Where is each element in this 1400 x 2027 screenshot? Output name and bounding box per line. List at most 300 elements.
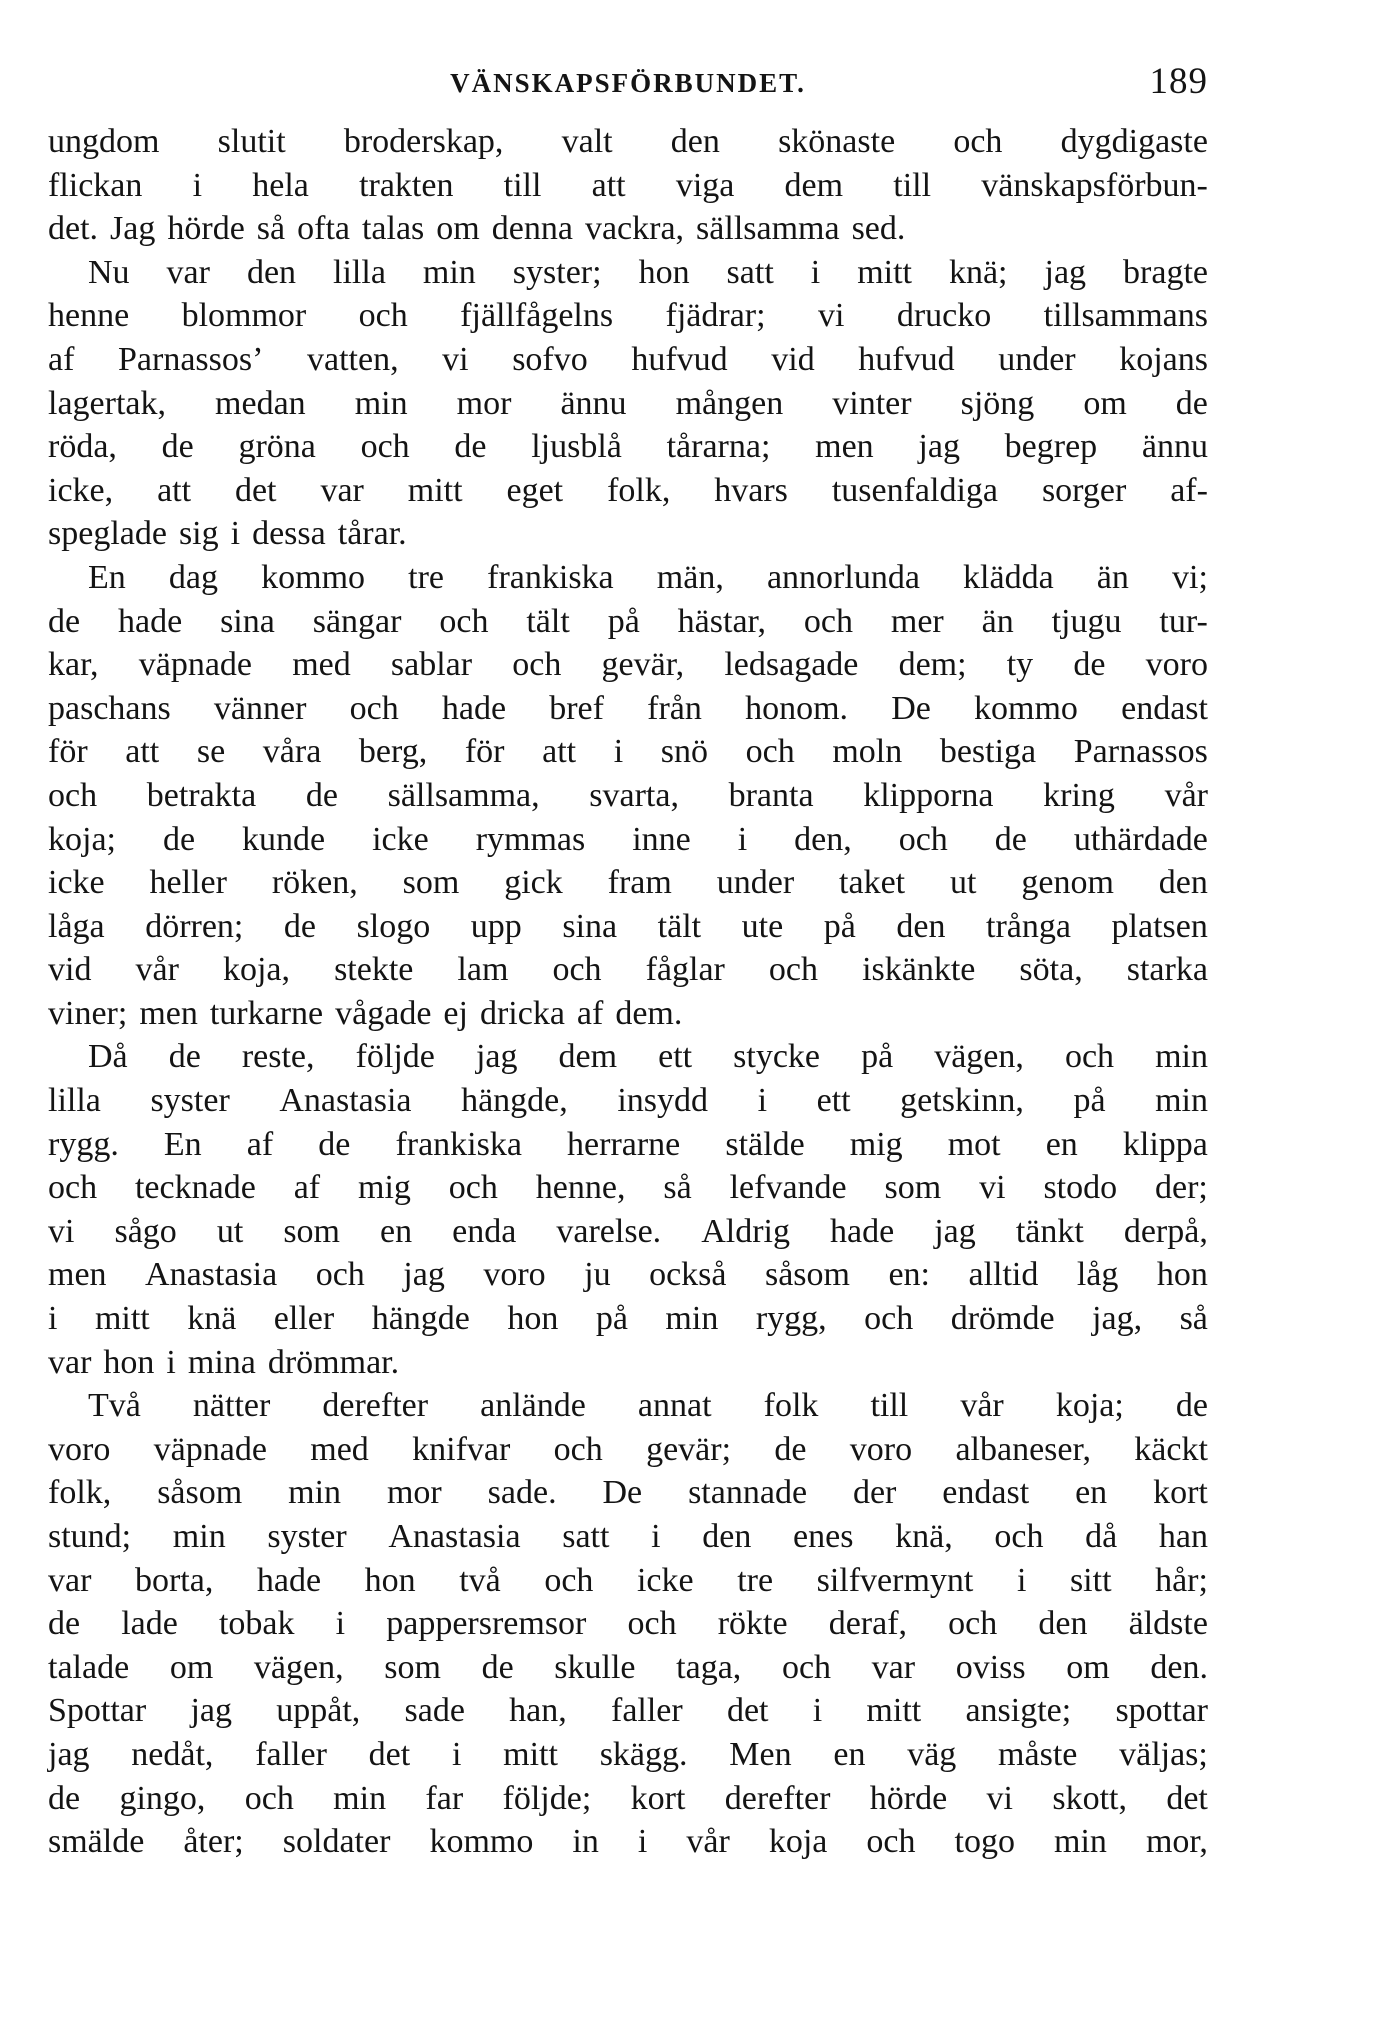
word: två bbox=[459, 1561, 501, 1599]
word: En bbox=[163, 1125, 202, 1163]
text-line bbox=[48, 905, 1208, 949]
word: för bbox=[48, 733, 88, 771]
word: på bbox=[607, 602, 640, 640]
word: Parnassos bbox=[1073, 733, 1208, 771]
word: kojans bbox=[1119, 340, 1208, 378]
word: ungdom bbox=[48, 123, 160, 160]
word: och bbox=[244, 1779, 294, 1817]
word: sed. bbox=[851, 210, 906, 248]
text-line bbox=[48, 512, 1208, 556]
word: ej bbox=[443, 994, 468, 1032]
word: syster; bbox=[512, 253, 602, 291]
word: far bbox=[425, 1779, 464, 1817]
word: mitt bbox=[503, 1735, 558, 1773]
word: slutit bbox=[217, 123, 286, 160]
text-line bbox=[48, 1602, 1208, 1646]
word: moln bbox=[832, 733, 903, 771]
word: gröna bbox=[238, 428, 316, 466]
word: min bbox=[422, 253, 476, 291]
word: den bbox=[1038, 1605, 1088, 1643]
text-line bbox=[48, 382, 1208, 426]
word: sablar bbox=[390, 646, 473, 684]
word: kunde bbox=[242, 820, 326, 858]
word: skulle bbox=[554, 1648, 636, 1686]
word: togo bbox=[954, 1823, 1015, 1861]
word: skönaste bbox=[778, 123, 896, 160]
text-line bbox=[48, 948, 1208, 992]
running-head bbox=[48, 60, 1208, 114]
word: vägen, bbox=[253, 1648, 344, 1686]
word: annorlunda bbox=[766, 558, 920, 596]
word: jag bbox=[190, 1692, 232, 1730]
word: gingo, bbox=[119, 1779, 206, 1817]
word: skott, bbox=[1052, 1779, 1127, 1817]
text-line bbox=[48, 1341, 1208, 1385]
word: sade bbox=[404, 1692, 465, 1730]
word: min bbox=[172, 1518, 226, 1555]
word: stälde bbox=[725, 1125, 805, 1163]
word: uppåt, bbox=[276, 1692, 361, 1730]
word: vägen, bbox=[934, 1038, 1024, 1076]
word: ty bbox=[1006, 646, 1034, 684]
word: trakten bbox=[359, 166, 454, 204]
word: i bbox=[812, 1692, 823, 1730]
word: silfvermynt bbox=[816, 1561, 974, 1599]
word: broderskap, bbox=[343, 123, 504, 160]
word: såsom bbox=[764, 1256, 850, 1294]
word: henne bbox=[48, 297, 130, 335]
word: oviss bbox=[955, 1648, 1026, 1686]
word: som bbox=[884, 1169, 942, 1207]
word: uthärdade bbox=[1073, 820, 1208, 858]
word: de bbox=[48, 1605, 81, 1643]
word: Anastasia bbox=[388, 1518, 521, 1555]
word: jag bbox=[403, 1256, 445, 1294]
word: vinter bbox=[832, 384, 912, 422]
word: i bbox=[335, 1605, 346, 1643]
text-line bbox=[48, 1428, 1208, 1472]
word: tur- bbox=[1159, 602, 1208, 640]
word: min bbox=[288, 1474, 342, 1512]
word: eget bbox=[506, 471, 564, 509]
word: viga bbox=[675, 166, 735, 204]
word: nedåt, bbox=[131, 1735, 214, 1773]
word: ansigte; bbox=[965, 1692, 1072, 1730]
word: de bbox=[454, 428, 487, 466]
word: men bbox=[815, 428, 874, 466]
word: en bbox=[833, 1735, 866, 1773]
word: lilla bbox=[333, 253, 386, 291]
word: gick bbox=[504, 864, 563, 902]
word: i bbox=[651, 1518, 661, 1555]
word: vi bbox=[817, 297, 845, 335]
word: att bbox=[542, 733, 577, 771]
word: tillsammans bbox=[1043, 297, 1208, 335]
word: på bbox=[1073, 1082, 1106, 1120]
word: faller bbox=[611, 1692, 683, 1730]
text-line bbox=[48, 164, 1208, 208]
word: då bbox=[1085, 1518, 1118, 1555]
word: vår bbox=[1164, 776, 1208, 814]
word: stodo bbox=[1043, 1169, 1118, 1207]
word: de bbox=[283, 907, 317, 945]
word: med bbox=[310, 1430, 369, 1468]
text-line bbox=[48, 1253, 1208, 1297]
text-line bbox=[48, 600, 1208, 644]
word: till bbox=[870, 1387, 909, 1425]
word: på bbox=[861, 1038, 894, 1076]
word: snö bbox=[660, 733, 708, 771]
word: till bbox=[893, 166, 932, 204]
word: spottar bbox=[1115, 1692, 1208, 1730]
word: ett bbox=[816, 1082, 851, 1120]
word: mot bbox=[947, 1125, 1001, 1163]
word: ute bbox=[741, 907, 784, 945]
word: under bbox=[998, 340, 1076, 378]
word: i bbox=[192, 166, 203, 204]
word: hufvud bbox=[858, 340, 955, 378]
word: af bbox=[246, 1125, 274, 1163]
word: att bbox=[157, 471, 192, 509]
word: faller bbox=[255, 1735, 327, 1773]
word: röda, bbox=[48, 428, 117, 466]
text-line bbox=[48, 1384, 1208, 1428]
text-line bbox=[48, 1297, 1208, 1341]
word: kommo bbox=[429, 1823, 534, 1861]
word: stund; bbox=[48, 1518, 132, 1555]
word: och bbox=[360, 428, 410, 466]
word: åter; bbox=[183, 1823, 244, 1861]
word: lade bbox=[121, 1605, 178, 1643]
book-page bbox=[48, 60, 1208, 1864]
word: mer bbox=[890, 602, 944, 640]
text-line bbox=[48, 251, 1208, 295]
word: vår bbox=[686, 1823, 730, 1861]
text-line bbox=[48, 294, 1208, 338]
word: syster bbox=[267, 1518, 347, 1555]
word: icke bbox=[48, 864, 105, 902]
word: sågo bbox=[114, 1212, 177, 1250]
word: vi; bbox=[1172, 558, 1208, 596]
word: i bbox=[1016, 1561, 1027, 1599]
word: och bbox=[315, 1256, 365, 1294]
word: min bbox=[354, 384, 408, 422]
word: och bbox=[1064, 1038, 1115, 1076]
word: taga, bbox=[676, 1648, 742, 1686]
word: lilla bbox=[48, 1082, 101, 1120]
word: skägg. bbox=[599, 1735, 688, 1773]
word: mor bbox=[386, 1474, 442, 1512]
word: branta bbox=[728, 776, 814, 814]
text-line bbox=[48, 643, 1208, 687]
word: de bbox=[161, 428, 194, 466]
word: tre bbox=[408, 558, 445, 596]
word: kommo bbox=[974, 689, 1078, 727]
word: De bbox=[602, 1474, 643, 1512]
word: jag, bbox=[1092, 1300, 1143, 1338]
word: vackra, bbox=[584, 210, 685, 248]
word: stekte bbox=[334, 951, 414, 989]
word: och bbox=[898, 820, 948, 858]
word: hon bbox=[638, 253, 690, 291]
word: lagertak, bbox=[48, 384, 166, 422]
word: och bbox=[864, 1300, 914, 1338]
word: Anastasia bbox=[279, 1082, 412, 1120]
word: det bbox=[234, 471, 277, 509]
text-line bbox=[48, 687, 1208, 731]
word: hängde bbox=[371, 1300, 470, 1338]
word: en bbox=[1075, 1474, 1108, 1512]
word: af- bbox=[1170, 471, 1208, 509]
word: koja bbox=[768, 1823, 828, 1861]
word: inne bbox=[632, 820, 691, 858]
word: och bbox=[803, 602, 853, 640]
word: för bbox=[464, 733, 505, 771]
word: och bbox=[745, 733, 795, 771]
word: i bbox=[637, 1823, 648, 1861]
word: trånga bbox=[986, 907, 1071, 945]
word: min bbox=[1054, 1823, 1107, 1861]
text-line bbox=[48, 1210, 1208, 1254]
word: gevär; bbox=[646, 1430, 732, 1468]
word: voro bbox=[1145, 646, 1208, 684]
word: de bbox=[48, 602, 81, 640]
word: vi bbox=[979, 1169, 1006, 1207]
word: om bbox=[1066, 1648, 1110, 1686]
word: om bbox=[436, 210, 480, 248]
word: de bbox=[774, 1430, 807, 1468]
word: in bbox=[572, 1823, 599, 1861]
word: de bbox=[48, 1779, 81, 1817]
word: blommor bbox=[181, 297, 307, 335]
word: i bbox=[230, 515, 241, 553]
word: och bbox=[994, 1518, 1044, 1555]
word: röken, bbox=[271, 864, 358, 902]
word: hela bbox=[252, 166, 309, 204]
word: fjädrar; bbox=[665, 297, 766, 335]
text-line bbox=[48, 120, 1208, 164]
word: turkarne bbox=[209, 994, 324, 1032]
word: på bbox=[595, 1300, 628, 1338]
word: hon bbox=[364, 1561, 416, 1599]
text-line bbox=[48, 1733, 1208, 1777]
word: fjällfågelns bbox=[460, 297, 614, 335]
word: af bbox=[48, 340, 75, 378]
word: sina bbox=[562, 907, 618, 945]
word: att bbox=[125, 733, 160, 771]
word: vi bbox=[986, 1779, 1013, 1817]
word: det. bbox=[48, 210, 99, 248]
word: vår bbox=[135, 951, 179, 989]
word: den bbox=[896, 907, 946, 945]
word: vänskapsförbun- bbox=[981, 166, 1208, 204]
text-line bbox=[48, 1689, 1208, 1733]
word: anlände bbox=[480, 1387, 586, 1425]
text-line bbox=[48, 338, 1208, 382]
word: jag bbox=[48, 1735, 90, 1773]
word: och bbox=[552, 951, 602, 989]
word: jag bbox=[934, 1212, 976, 1250]
word: flickan bbox=[48, 166, 143, 204]
word: i bbox=[166, 1343, 176, 1381]
word: hufvud bbox=[631, 340, 728, 378]
word: borta, bbox=[134, 1561, 214, 1599]
word: de bbox=[168, 1038, 201, 1076]
word: kring bbox=[1043, 776, 1115, 814]
word: derefter bbox=[724, 1779, 831, 1817]
word: hörde bbox=[167, 210, 245, 248]
word: tårarna; bbox=[666, 428, 771, 466]
word: honom. bbox=[745, 689, 849, 727]
word: och bbox=[781, 1648, 832, 1686]
word: tobak bbox=[218, 1605, 295, 1643]
word: den bbox=[702, 1518, 752, 1555]
word: koja; bbox=[48, 820, 116, 858]
word: dag bbox=[168, 558, 218, 596]
word: min bbox=[1155, 1038, 1208, 1076]
word: kort bbox=[1153, 1474, 1208, 1512]
word: talade bbox=[48, 1648, 130, 1686]
word: hade bbox=[117, 602, 183, 640]
text-line bbox=[48, 992, 1208, 1036]
word: min bbox=[1155, 1082, 1208, 1120]
word: i bbox=[613, 733, 624, 771]
word: som bbox=[402, 864, 460, 902]
word: kort bbox=[630, 1779, 686, 1817]
word: låg bbox=[1076, 1256, 1119, 1294]
word: mor, bbox=[1145, 1823, 1208, 1861]
word: tusenfaldiga bbox=[831, 471, 999, 509]
word: bref bbox=[549, 689, 604, 727]
word: män, bbox=[656, 558, 724, 596]
word: speglade bbox=[48, 515, 167, 553]
word: der bbox=[852, 1474, 897, 1512]
word: mina bbox=[187, 1343, 256, 1381]
word: knifvar bbox=[412, 1430, 511, 1468]
word: och bbox=[544, 1561, 594, 1599]
word: rygg, bbox=[755, 1300, 827, 1338]
word: de bbox=[481, 1648, 514, 1686]
word: tält bbox=[657, 907, 702, 945]
word: lefvande bbox=[729, 1169, 847, 1207]
word: eller bbox=[273, 1300, 335, 1338]
word: en bbox=[1045, 1125, 1078, 1163]
word: som bbox=[283, 1212, 341, 1250]
word: hörde bbox=[869, 1779, 948, 1817]
word: soldater bbox=[282, 1823, 391, 1861]
word: viner; bbox=[48, 994, 128, 1032]
word: dricka bbox=[479, 994, 565, 1032]
word: satt bbox=[562, 1518, 610, 1555]
word: mitt bbox=[407, 471, 463, 509]
word: på bbox=[823, 907, 856, 945]
word: drömde bbox=[950, 1300, 1055, 1338]
word: en bbox=[380, 1212, 413, 1250]
text-line bbox=[48, 818, 1208, 862]
text-line bbox=[48, 1646, 1208, 1690]
word: var bbox=[48, 1561, 92, 1599]
word: var bbox=[166, 253, 210, 291]
word: än bbox=[1096, 558, 1129, 596]
word: de bbox=[994, 820, 1027, 858]
word: hår; bbox=[1155, 1561, 1208, 1599]
word: sängar bbox=[312, 602, 402, 640]
word: icke, bbox=[48, 471, 114, 509]
word: sorger bbox=[1041, 471, 1127, 509]
word: var bbox=[320, 471, 364, 509]
word: frankiska bbox=[487, 558, 614, 596]
word: tänkt bbox=[1015, 1212, 1084, 1250]
word: hon bbox=[1156, 1256, 1208, 1294]
word: hade bbox=[441, 689, 507, 727]
word: derefter bbox=[322, 1387, 429, 1425]
word: Då bbox=[88, 1038, 128, 1076]
word: tält bbox=[526, 602, 570, 640]
word: så bbox=[663, 1169, 692, 1207]
word: tre bbox=[737, 1561, 774, 1599]
word: vi bbox=[442, 340, 469, 378]
word: mitt bbox=[857, 253, 912, 291]
word: hon bbox=[103, 1343, 155, 1381]
word: drucko bbox=[896, 297, 992, 335]
word: reste, bbox=[241, 1038, 315, 1076]
word: så bbox=[1179, 1300, 1208, 1338]
word: hade bbox=[830, 1212, 895, 1250]
word: kar, bbox=[48, 646, 99, 684]
word: den, bbox=[794, 820, 852, 858]
word: om bbox=[169, 1648, 214, 1686]
word: folk, bbox=[607, 471, 671, 509]
body-text bbox=[48, 120, 1208, 1864]
word: rökte bbox=[717, 1605, 788, 1643]
word: ofta bbox=[297, 210, 350, 248]
word: i bbox=[48, 1300, 58, 1338]
word: var bbox=[871, 1648, 916, 1686]
word: af bbox=[576, 994, 604, 1032]
word: iskänkte bbox=[862, 951, 976, 989]
text-line bbox=[48, 207, 1208, 251]
word: dygdigaste bbox=[1060, 123, 1208, 160]
word: att bbox=[591, 166, 626, 204]
text-line bbox=[48, 1515, 1208, 1559]
word: vid bbox=[48, 951, 92, 989]
word: och bbox=[553, 1430, 603, 1468]
word: voro bbox=[849, 1430, 913, 1468]
word: begrep bbox=[1004, 428, 1098, 466]
word: den bbox=[1158, 864, 1208, 902]
word: i bbox=[810, 253, 821, 291]
word: den. bbox=[1150, 1648, 1208, 1686]
page-number: 189 bbox=[1149, 61, 1208, 102]
word: våra bbox=[262, 733, 322, 771]
word: mig bbox=[358, 1169, 411, 1207]
word: dessa bbox=[252, 515, 326, 553]
word: om bbox=[1083, 384, 1127, 422]
word: De bbox=[891, 689, 931, 727]
word: och bbox=[448, 1169, 498, 1207]
word: knä; bbox=[948, 253, 1008, 291]
word: de bbox=[318, 1125, 351, 1163]
word: de bbox=[1073, 646, 1106, 684]
word: min bbox=[333, 1779, 387, 1817]
word: hvars bbox=[714, 471, 788, 509]
text-line bbox=[48, 1035, 1208, 1079]
word: kommo bbox=[261, 558, 366, 596]
word: jag bbox=[475, 1038, 518, 1076]
running-title: VÄNSKAPSFÖRBUNDET. bbox=[450, 68, 806, 98]
text-line bbox=[48, 730, 1208, 774]
word: med bbox=[292, 646, 351, 684]
